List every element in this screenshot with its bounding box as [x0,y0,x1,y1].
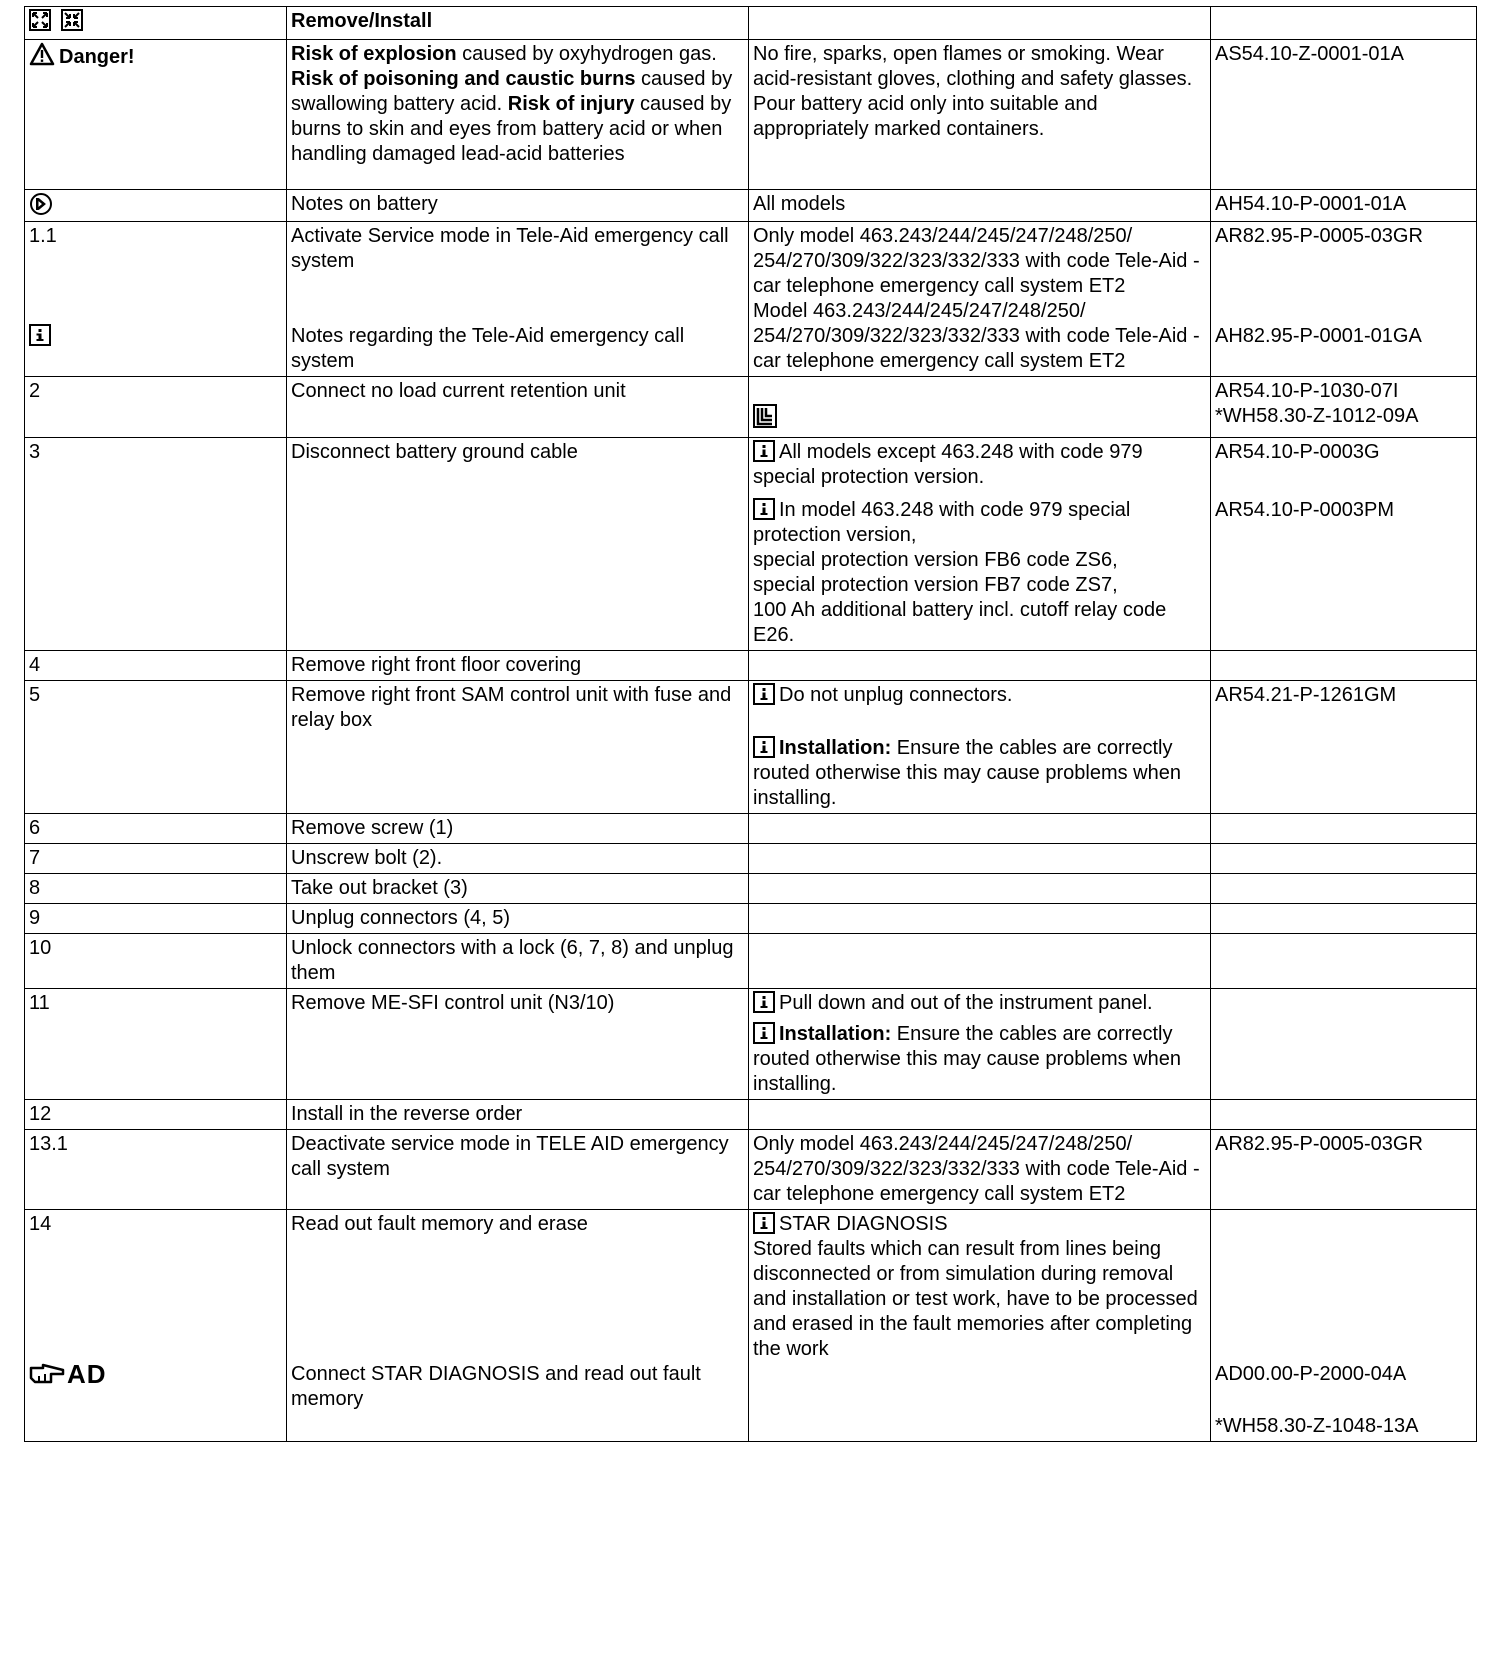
step-3-notes-cell [749,438,1211,651]
note-circle-icon [29,192,53,216]
danger-row [25,40,1477,190]
step-2-icon-cell [749,377,1211,438]
step-3-note-2d: 100 Ah additional battery incl. cutoff relay code E26. [753,599,1167,646]
step-14-text-cell [287,1210,749,1442]
step-7-row [25,844,1477,874]
danger-warning-text [287,40,749,190]
step-3-ref-1[interactable]: AR54.10-P-0003G [1215,441,1380,463]
step-9-row [25,904,1477,934]
risk-explosion: Risk of explosion [291,43,457,65]
step-6-row [25,814,1477,844]
step-3-number: 3 [25,438,287,651]
step-11-number: 11 [25,989,287,1100]
header-icons-cell [25,7,287,40]
step-3-ref-2[interactable]: AR54.10-P-0003PM [1215,499,1394,521]
step-11-row [25,989,1477,1100]
step-1-1-ref-cell [1211,222,1477,377]
step-11-note-2-label: Installation: [779,1023,892,1045]
pointing-hand-icon [29,1362,67,1386]
risk-explosion-text: caused by oxyhydrogen gas. [456,43,717,65]
step-7-number: 7 [25,844,287,874]
step-7-text: Unscrew bolt (2). [287,844,749,874]
step-10-number: 10 [25,934,287,989]
step-3-note-1: All models except 463.248 with code 979 special protection version. [753,441,1143,488]
info-icon [753,440,775,462]
step-14-text: Read out fault memory and erase [291,1213,588,1235]
step-3-note-2a: In model 463.248 with code 979 special protection version, [753,499,1131,546]
step-14-ref-cell [1211,1210,1477,1442]
step-11-notes-cell [749,989,1211,1100]
step-4-number: 4 [25,651,287,681]
step-13-1-ref[interactable]: AR82.95-P-0005-03GR [1211,1130,1477,1210]
step-5-number: 5 [25,681,287,814]
step-12-text: Install in the reverse order [287,1100,749,1130]
step-13-1-text: Deactivate service mode in TELE AID emergency call system [287,1130,749,1210]
step-14-ad-ref-2[interactable]: *WH58.30-Z-1048-13A [1215,1415,1419,1437]
step-14-number: 14 [29,1213,52,1235]
step-11-note-2: Ensure the cables are correctly routed otherwise this may cause problems when installing. [753,1023,1181,1095]
step-12-row [25,1100,1477,1130]
info-icon [753,683,775,705]
notes-battery-ref[interactable]: AH54.10-P-0001-01A [1211,190,1477,222]
step-1-1-note-text: Notes regarding the Tele-Aid emergency call system [291,325,685,372]
step-5-note-1: Do not unplug connectors. [779,684,1013,706]
danger-label: Danger! [59,46,135,68]
ad-label: AD [67,1359,107,1389]
danger-measures: No fire, sparks, open flames or smoking. Wear acid-resistant gloves, clothing and safety glasses. Pour battery acid only into suitable and appropriately marked containers. [749,40,1211,190]
step-11-note-1: Pull down and out of the instrument panel. [779,992,1153,1014]
step-5-note-2: Ensure the cables are correctly routed otherwise this may cause problems when installing. [753,737,1181,809]
step-1-1-note-scope: Model 463.243/244/245/247/248/250/ 254/270/309/322/323/332/333 with code Tele-Aid - car telephone emergency call system ET2 [753,300,1200,372]
info-icon [29,324,51,346]
step-4-text: Remove right front floor covering [287,651,749,681]
step-10-text: Unlock connectors with a lock (6, 7, 8) and unplug them [287,934,749,989]
danger-label-cell [25,40,287,190]
risk-poisoning: Risk of poisoning and caustic burns [291,68,636,90]
step-5-row [25,681,1477,814]
step-3-row [25,438,1477,651]
step-9-text: Unplug connectors (4, 5) [287,904,749,934]
step-5-note-2-label: Installation: [779,737,892,759]
risk-poisoning-text: caused by swallowing battery acid. [291,68,733,115]
step-14-note-title: STAR DIAGNOSIS [779,1213,948,1235]
step-2-ref-2[interactable]: *WH58.30-Z-1012-09A [1215,405,1419,427]
info-icon [753,991,775,1013]
notes-battery-icon-cell [25,190,287,222]
step-1-1-note-ref[interactable]: AH82.95-P-0001-01GA [1215,325,1422,347]
collapse-arrows-icon [61,9,83,31]
step-number: 1.1 [29,225,57,247]
step-1-1-scope-cell [749,222,1211,377]
step-13-1-number: 13.1 [25,1130,287,1210]
step-10-row [25,934,1477,989]
expand-arrows-icon [29,9,51,31]
danger-ref[interactable]: AS54.10-Z-0001-01A [1211,40,1477,190]
header-empty-4 [1211,7,1477,40]
step-2-number: 2 [25,377,287,438]
risk-injury-text: caused by burns to skin and eyes from battery acid or when handling damaged lead-acid batteries [291,93,732,165]
step-11-text: Remove ME-SFI control unit (N3/10) [287,989,749,1100]
step-6-number: 6 [25,814,287,844]
header-empty-3 [749,7,1211,40]
step-14-ad-ref-1[interactable]: AD00.00-P-2000-04A [1215,1363,1407,1385]
info-icon [753,498,775,520]
step-4-row [25,651,1477,681]
step-6-text: Remove screw (1) [287,814,749,844]
step-14-note-body: Stored faults which can result from lines being disconnected or from simulation during removal and installation or test work, have to be processed and erased in the fault memories after completing the work [753,1238,1198,1360]
step-1-1-ref[interactable]: AR82.95-P-0005-03GR [1215,225,1423,247]
step-13-1-row [25,1130,1477,1210]
header-title: Remove/Install [287,7,749,40]
step-2-row [25,377,1477,438]
step-5-ref[interactable]: AR54.21-P-1261GM [1211,681,1477,814]
step-3-text: Disconnect battery ground cable [287,438,749,651]
info-icon [753,1212,775,1234]
step-5-text: Remove right front SAM control unit with fuse and relay box [287,681,749,814]
step-14-note-cell [749,1210,1211,1442]
warning-triangle-icon [29,42,55,66]
step-9-number: 9 [25,904,287,934]
step-2-text: Connect no load current retention unit [287,377,749,438]
step-14-cell [25,1210,287,1442]
notes-battery-text: Notes on battery [287,190,749,222]
step-3-note-2b: special protection version FB6 code ZS6, [753,549,1118,571]
header-row [25,7,1477,40]
notes-battery-scope: All models [749,190,1211,222]
notes-battery-row [25,190,1477,222]
step-14-row [25,1210,1477,1442]
info-icon [753,736,775,758]
step-1-1-text-cell [287,222,749,377]
step-8-number: 8 [25,874,287,904]
step-1-1-cell [25,222,287,377]
step-1-1-scope: Only model 463.243/244/245/247/248/250/ 254/270/309/322/323/332/333 with code Tele-Aid - car telephone emergency call system ET2 [753,225,1200,297]
step-3-ref-cell [1211,438,1477,651]
step-2-ref-1[interactable]: AR54.10-P-1030-07I [1215,380,1399,402]
step-2-ref-cell [1211,377,1477,438]
step-12-number: 12 [25,1100,287,1130]
risk-injury: Risk of injury [507,93,635,115]
step-1-1-text: Activate Service mode in Tele-Aid emergency call system [291,225,729,272]
step-8-row [25,874,1477,904]
procedure-table [24,6,1477,1442]
step-8-text: Take out bracket (3) [287,874,749,904]
step-1-1-row [25,222,1477,377]
step-13-1-scope: Only model 463.243/244/245/247/248/250/ 254/270/309/322/323/332/333 with code Tele-Aid - car telephone emergency call system ET2 [749,1130,1211,1210]
step-5-notes-cell [749,681,1211,814]
info-icon [753,1022,775,1044]
special-tool-icon [753,404,777,428]
step-14-ad-text: Connect STAR DIAGNOSIS and read out fault memory [291,1363,701,1410]
step-3-note-2c: special protection version FB7 code ZS7, [753,574,1118,596]
